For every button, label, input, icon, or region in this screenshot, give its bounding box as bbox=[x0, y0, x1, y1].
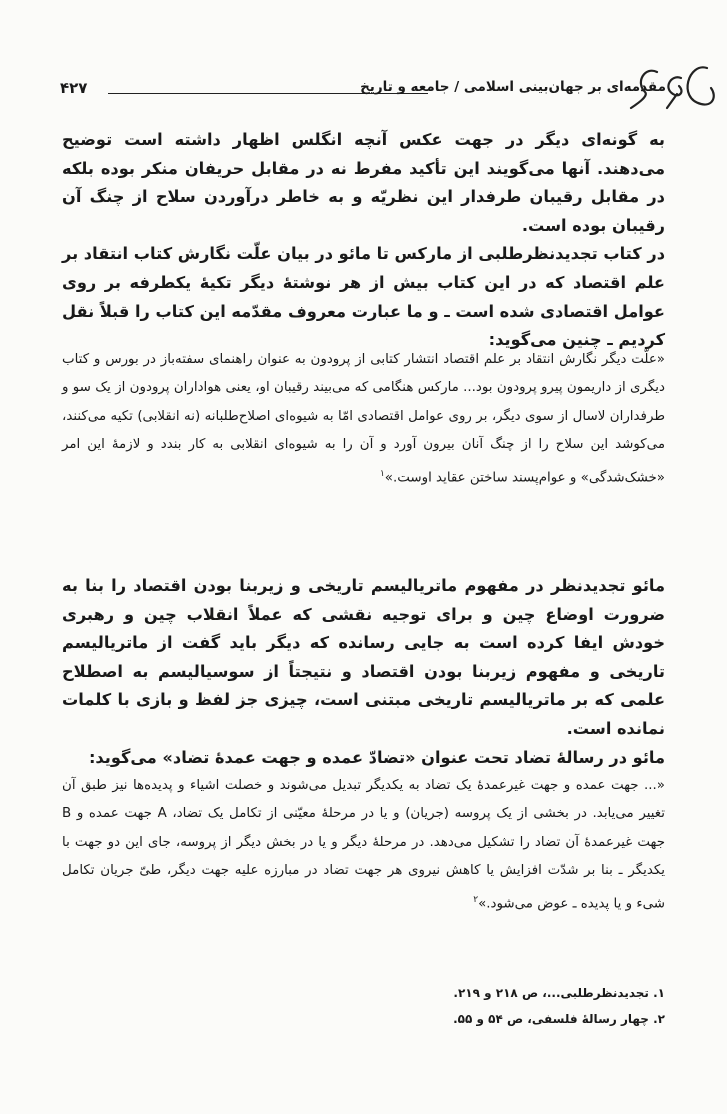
handwritten-page-number bbox=[627, 58, 719, 120]
paragraph-4: مائو در رسالهٔ تضاد تحت عنوان «تضادّ عمده و جهت عمدهٔ تضاد» می‌گوید: bbox=[88, 747, 665, 767]
footnote-1: ۱. تجدیدنظرطلبی...، ص ۲۱۸ و ۲۱۹. bbox=[453, 986, 665, 1000]
block-quote-2 bbox=[62, 772, 665, 919]
block-quote-1 bbox=[62, 346, 665, 493]
footnote-ref-2: ۲ bbox=[473, 894, 479, 905]
paragraph-3: مائو تجدیدنظر در مفهوم ماتریالیسم تاریخی و زیربنا بودن اقتصاد را بنا به ضرورت اوضاع چین و برای توجیه نقشی که عملاً انقلاب چین و رهبری خودش ایفا کرده است به جایی رسانده که دیگر باید گفت از ماتریالیسم تاریخی و مفهوم زیربنا بودن اقتصاد و نتیجتاً از سوسیالیسم به اصطلاح علمی که بر ماتریالیسم تاریخی مبتنی است، چیزی جز لفظ و بازی با کلمات نمانده است. bbox=[62, 576, 665, 738]
quote-2-text: «... جهت عمده و جهت غیرعمدهٔ یک تضاد به یکدیگر تبدیل می‌شوند و خصلت اشیاء و پدیده‌ها نیز طبق آن تغییر می‌یابد. در بخشی از یک پروسه (جریان) و یا در مرحلهٔ معیّنی از تکامل یک تضاد، A جهت عمده و B جهت غیرعمدهٔ آن تضاد را تشکیل می‌دهد. در مرحلهٔ دیگر و یا در بخش دیگر از پروسه، جای این دو جهت با یکدیگر ـ بنا بر شدّت افزایش یا کاهش نیروی هر جهت تضاد در مبارزه علیه جهت دیگر، طیّ جریان تکامل شیء و یا پدیده ـ عوض می‌شود.» bbox=[62, 778, 665, 912]
opening-paragraphs bbox=[62, 126, 665, 355]
page-header bbox=[60, 79, 666, 107]
page-number: ۴۲۷ bbox=[60, 79, 88, 97]
footnote-2: ۲. چهار رسالهٔ فلسفی، ص ۵۴ و ۵۵. bbox=[453, 1012, 665, 1026]
middle-paragraphs bbox=[62, 572, 665, 772]
quote-1-text: «علّت دیگر نگارش انتقاد بر علم اقتصاد انتشار کتابی از پرودون به عنوان راهنمای سفته‌باز در بورس و کتاب دیگری از داریمون پیرو پرودون بود... مارکس هنگامی که می‌بیند رقیبان او، یعنی هواداران پرودون از یک سو و طرفداران لاسال از سوی دیگر، بر روی عوامل اقتصادی امّا به شیوه‌ای اصلاح‌طلبانه (نه انقلابی) تکیه می‌کنند، می‌کوشد این سلاح را از چنگ آنان بیرون آورد و آن را به شیوه‌ای انقلابی به کار بندد و لازمهٔ این امر «خشک‌شدگی» و عوام‌پسند ساختن عقاید اوست.» bbox=[62, 352, 665, 486]
paragraph-2: در کتاب تجدیدنظرطلبی از مارکس تا مائو در بیان علّت نگارش کتاب انتقاد بر علم اقتصاد که در این کتاب بیش از هر نوشتهٔ دیگر تکیهٔ یکطرفه بر روی عوامل اقتصادی شده است ـ و ما عبارت معروف مقدّمه این کتاب را قبلاً نقل کردیم ـ چنین می‌گوید: bbox=[62, 244, 665, 350]
footnote-ref-1: ۱ bbox=[379, 468, 385, 479]
paragraph-1: به گونه‌ای دیگر در جهت عکس آنچه انگلس اظهار داشته است توضیح می‌دهند. آنها می‌گویند این تأکید مفرط نه در مقابل حریفان منکر بوده بلکه در مقابل رقیبان طرفدار این نظریّه و به خاطر درآوردن سلاح از چنگ آن رقیبان بوده است. bbox=[62, 130, 665, 235]
running-title: مقدمه‌ای بر جهان‌بینی اسلامی / جامعه و تاریخ bbox=[360, 79, 666, 95]
